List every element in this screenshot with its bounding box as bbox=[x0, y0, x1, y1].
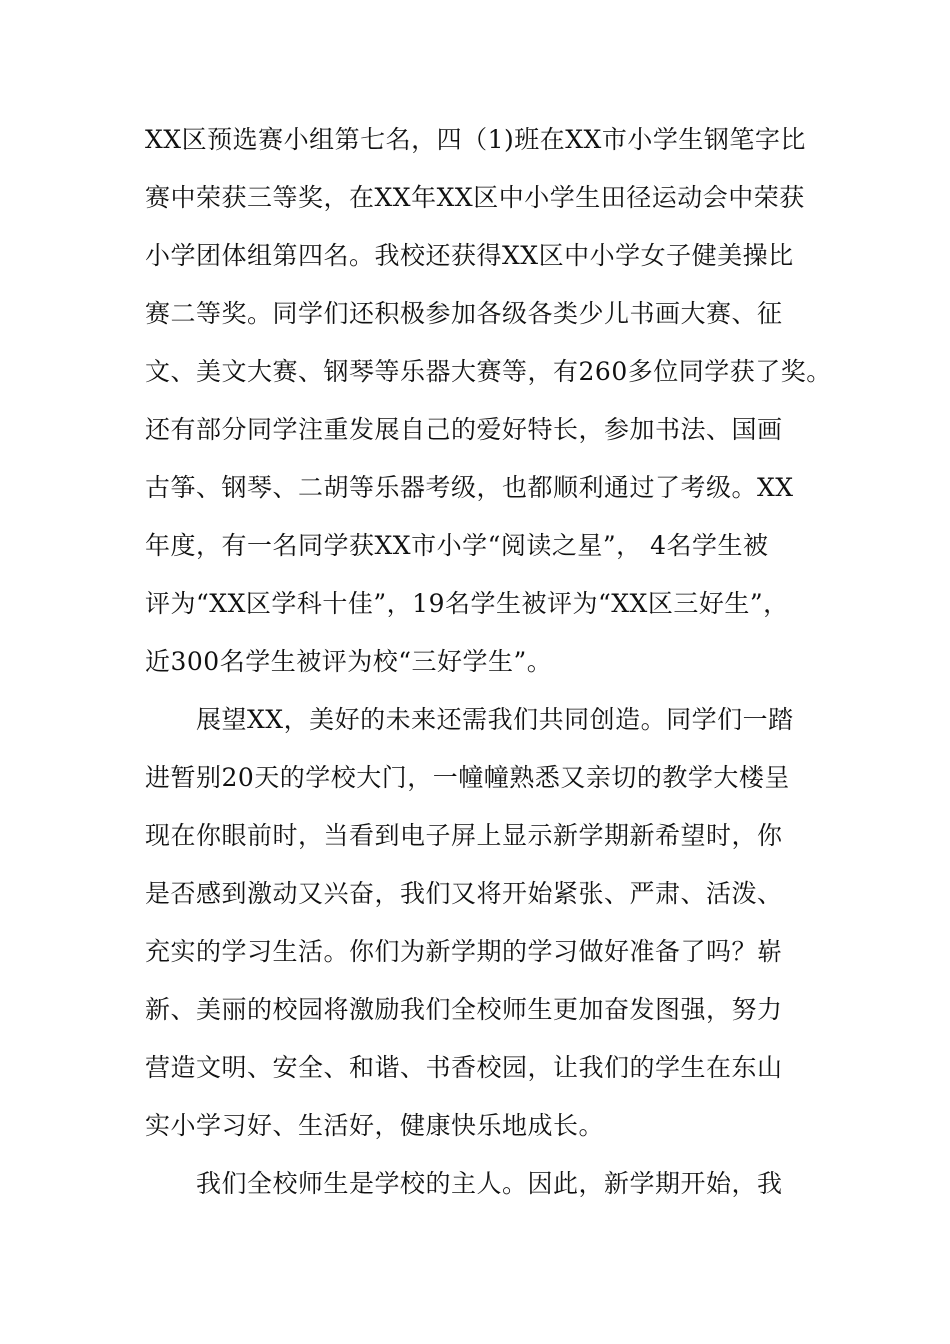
text-line: 进暂别20天的学校大门，一幢幢熟悉又亲切的教学大楼呈 bbox=[145, 763, 790, 792]
text-line: 还有部分同学注重发展自己的爱好特长，参加书法、国画 bbox=[145, 415, 783, 444]
text-line: 营造文明、安全、和谐、书香校园，让我们的学生在东山 bbox=[145, 1053, 783, 1082]
text-line: 评为“XX区学科十佳”，19名学生被评为“XX区三好生”， bbox=[145, 589, 789, 618]
text-line: 是否感到激动又兴奋，我们又将开始紧张、严肃、活泼、 bbox=[145, 879, 783, 908]
text-line: 年度，有一名同学获XX市小学“阅读之星”， 4名学生被 bbox=[145, 531, 769, 560]
text-line: XX区预选赛小组第七名，四（1)班在XX市小学生钢笔字比 bbox=[145, 125, 806, 154]
text-line: 古筝、钢琴、二胡等乐器考级，也都顺利通过了考级。XX bbox=[145, 473, 794, 502]
text-line: 小学团体组第四名。我校还获得XX区中小学女子健美操比 bbox=[145, 241, 794, 270]
text-line: 赛二等奖。同学们还积极参加各级各类少儿书画大赛、征 bbox=[145, 299, 783, 328]
text-line: 实小学习好、生活好，健康快乐地成长。 bbox=[145, 1111, 605, 1140]
text-line: 现在你眼前时，当看到电子屏上显示新学期新希望时，你 bbox=[145, 821, 783, 850]
text-line: 赛中荣获三等奖，在XX年XX区中小学生田径运动会中荣获 bbox=[145, 183, 805, 212]
text-line: 文、美文大赛、钢琴等乐器大赛等，有260多位同学获了奖。 bbox=[145, 357, 832, 386]
text-line: 新、美丽的校园将激励我们全校师生更加奋发图强，努力 bbox=[145, 995, 783, 1024]
paragraph-first-line: 展望XX，美好的未来还需我们共同创造。同学们一踏 bbox=[196, 705, 794, 734]
paragraph-first-line: 我们全校师生是学校的主人。因此，新学期开始，我 bbox=[196, 1169, 783, 1198]
text-line: 充实的学习生活。你们为新学期的学习做好准备了吗？崭 bbox=[145, 937, 783, 966]
text-line: 近300名学生被评为校“三好学生”。 bbox=[145, 647, 553, 676]
